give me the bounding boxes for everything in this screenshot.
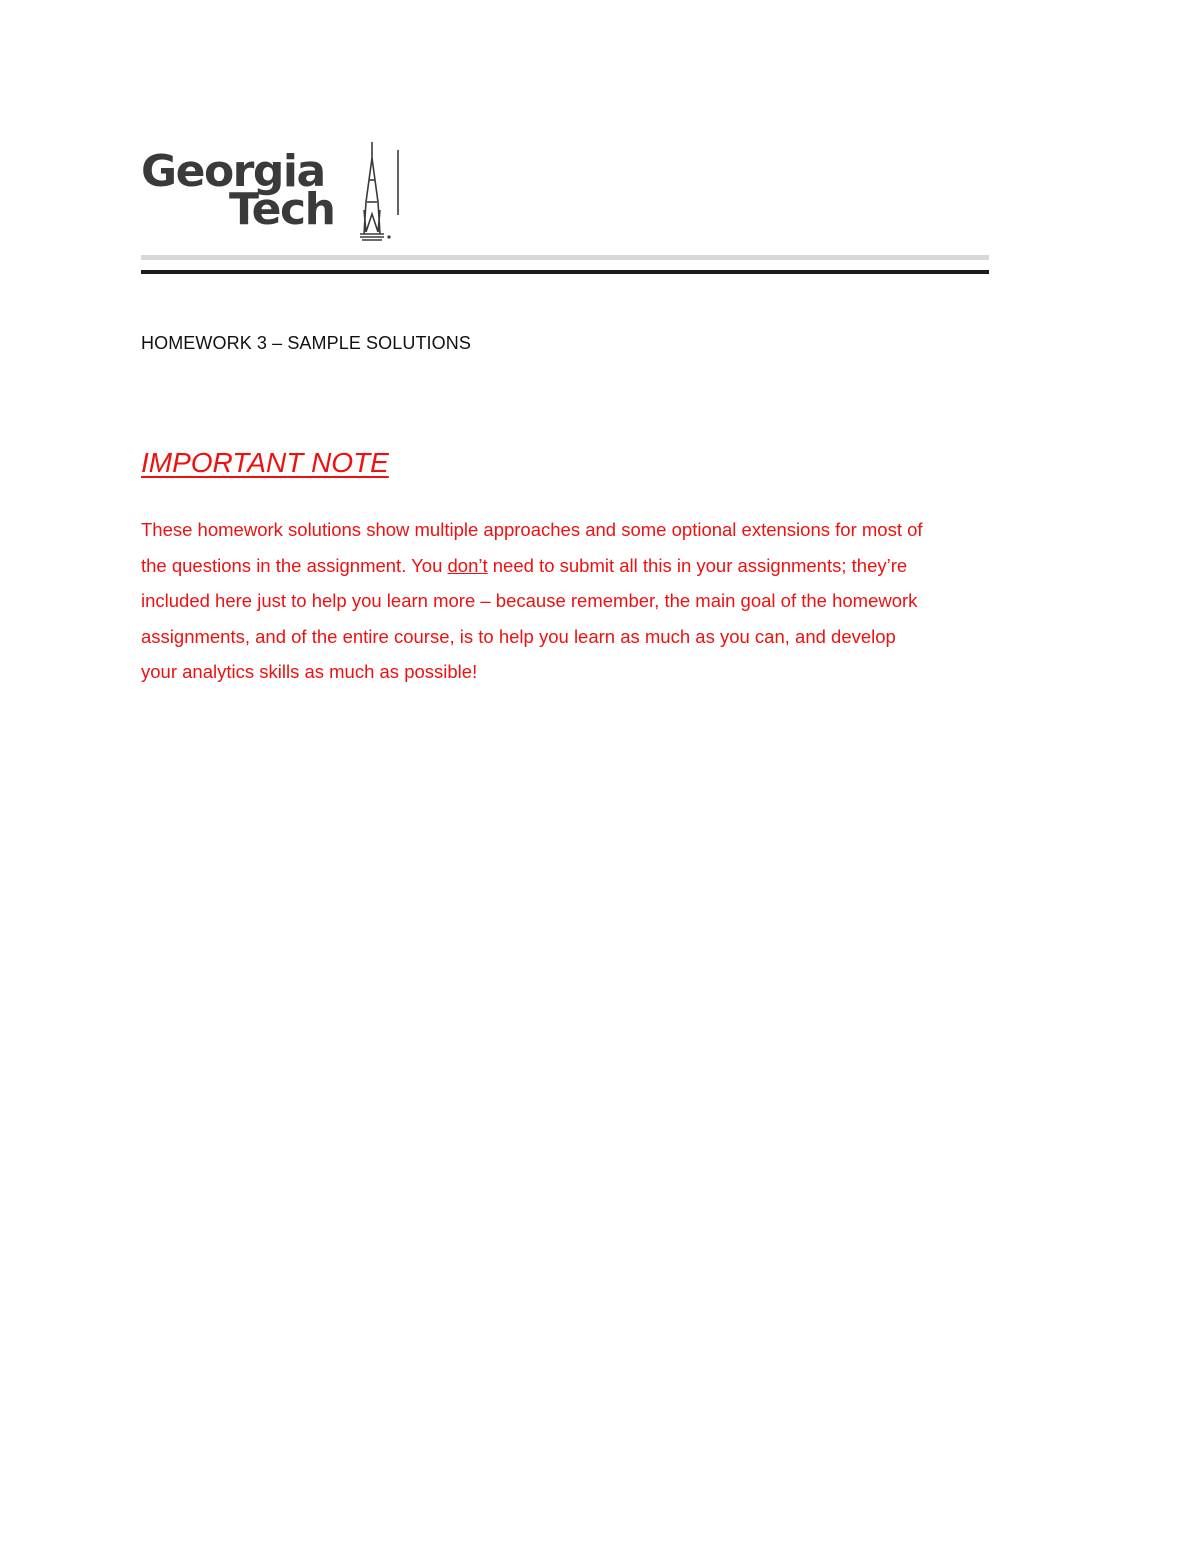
header-rule-thin — [141, 255, 989, 260]
note-line: your analytics skills as much as possible! — [141, 661, 478, 682]
header-rule-thick — [141, 270, 989, 274]
logo-word-tech: Tech — [229, 184, 335, 235]
document-title: HOMEWORK 3 – SAMPLE SOLUTIONS — [141, 333, 471, 353]
note-line — [141, 548, 1071, 584]
note-text: the questions in the assignment. You — [141, 554, 448, 576]
campus-tower-icon — [352, 140, 402, 246]
note-line: These homework solutions show multiple approaches and some optional extensions for most of — [141, 519, 923, 540]
georgia-tech-logo — [139, 140, 401, 246]
important-note-heading: IMPORTANT NOTE — [141, 447, 389, 478]
note-line: included here just to help you learn more – because remember, the main goal of the homework — [141, 590, 918, 611]
note-text: need to submit all this in your assignments; they’re — [487, 554, 908, 576]
note-emphasis: don’t — [447, 554, 488, 576]
logo-word-georgia: Georgia — [141, 146, 325, 197]
note-line: assignments, and of the entire course, is to help you learn as much as you can, and develop — [141, 625, 896, 647]
important-note-body — [141, 512, 1071, 690]
